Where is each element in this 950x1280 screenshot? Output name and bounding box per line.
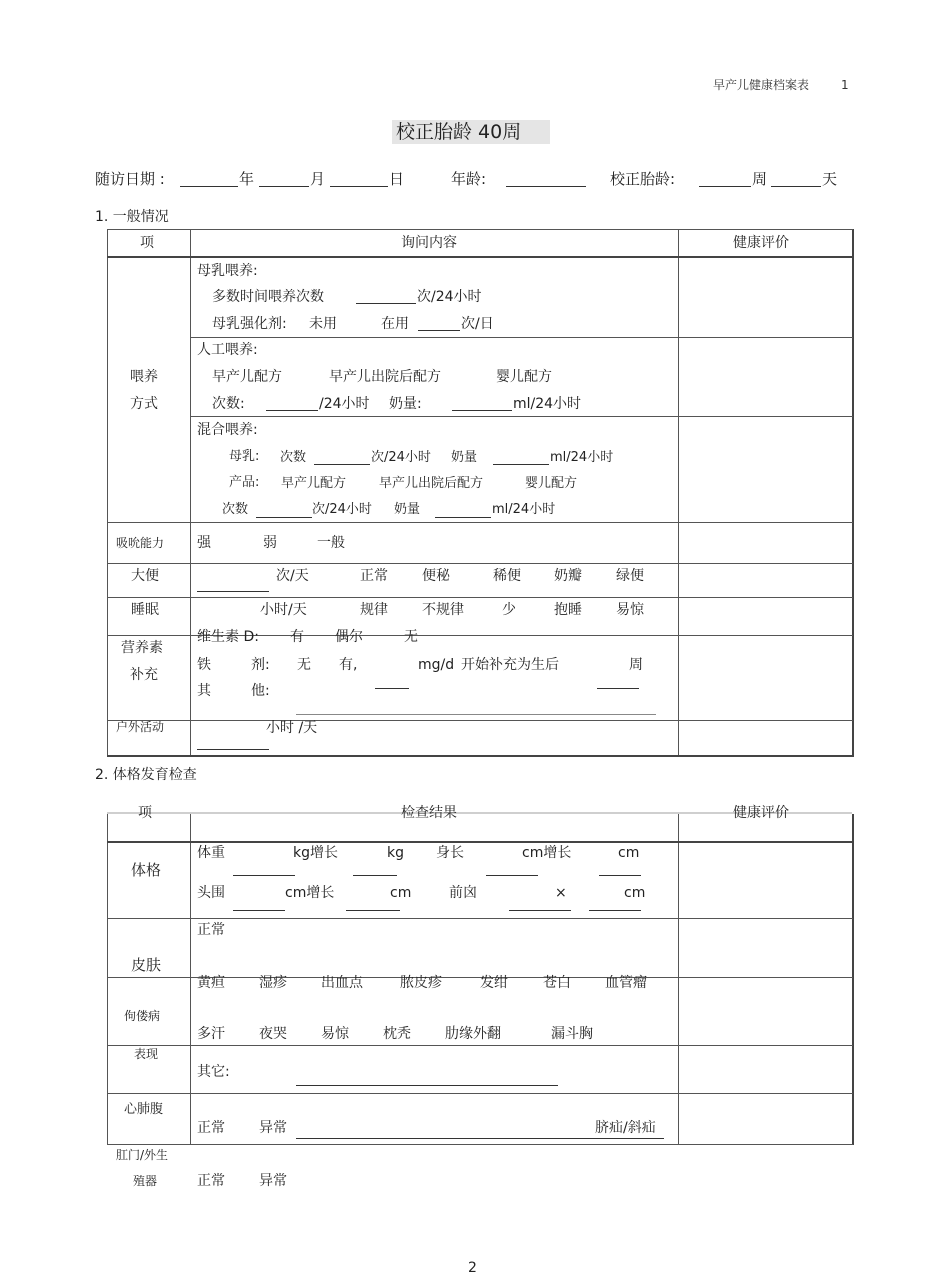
skin-item: 血管瘤: [605, 975, 647, 991]
fontanel-label: 前囟: [449, 885, 477, 901]
fontanel-cm: cm: [624, 885, 646, 901]
fontanel-b-blank[interactable]: [589, 910, 641, 911]
breast-line2-c: 在用: [381, 316, 409, 332]
length-blank[interactable]: [486, 875, 538, 876]
outdoor-label: 户外活动: [116, 720, 165, 734]
anal-abnormal: 异常: [259, 1173, 287, 1189]
stool-opt5: 绿便: [616, 568, 644, 584]
breast-line2-a: 母乳强化剂:: [212, 316, 287, 332]
mixed-title: 混合喂养:: [197, 422, 258, 438]
mixed-opt3: 婴儿配方: [525, 476, 578, 491]
age-blank[interactable]: [506, 186, 586, 187]
section2-heading: 2. 体格发育检查: [95, 767, 197, 783]
rickets-item: 枕秃: [383, 1026, 411, 1042]
day-blank[interactable]: [330, 186, 388, 187]
head-label: 头围: [197, 885, 225, 901]
sleep-opt5: 易惊: [616, 602, 644, 618]
skin-item: 脓皮疹: [400, 975, 442, 991]
dayunit-label: 天: [822, 170, 838, 188]
month-label: 月: [310, 170, 326, 188]
nutrient-label-2: 补充: [130, 667, 158, 683]
head-blank[interactable]: [233, 910, 285, 911]
rickets-item: 多汗: [197, 1026, 225, 1042]
skin-label: 皮肤: [131, 956, 162, 974]
ca-week-blank[interactable]: [699, 186, 751, 187]
formula-amount-blank[interactable]: [452, 410, 512, 411]
weight-gain: kg增长: [293, 845, 338, 861]
fe-unit: mg/d: [418, 657, 455, 673]
mixed-cnt-unit: 次/24小时: [312, 502, 372, 517]
mixed-amt-unit: ml/24小时: [492, 502, 556, 517]
t1-col-item: 项: [140, 235, 154, 251]
breast-count-blank[interactable]: [356, 303, 416, 304]
mixed-bm-amount-blank[interactable]: [493, 464, 549, 465]
mixed-bm-amount-unit: ml/24小时: [550, 450, 614, 465]
fe-label-a: 铁: [197, 657, 211, 673]
length-label: 身长: [436, 845, 464, 861]
stool-unit: 次/天: [276, 568, 309, 584]
length-gain: cm增长: [522, 845, 572, 861]
year-blank[interactable]: [180, 186, 238, 187]
fortifier-blank[interactable]: [418, 330, 460, 331]
formula-count-blank[interactable]: [266, 410, 318, 411]
weight-label: 体重: [197, 845, 225, 861]
rickets-item: 夜哭: [259, 1026, 287, 1042]
anal-normal: 正常: [197, 1173, 225, 1189]
body-label: 体格: [131, 861, 162, 879]
fe-week-blank[interactable]: [597, 688, 639, 689]
cardio-abnormal-blank[interactable]: [296, 1138, 664, 1139]
mixed-amt-blank[interactable]: [435, 517, 491, 518]
breast-title: 母乳喂养:: [197, 263, 258, 279]
age-label: 年龄:: [451, 170, 487, 188]
skin-item: 出血点: [321, 975, 363, 991]
skin-normal: 正常: [197, 922, 225, 938]
mixed-bm-amount: 奶量: [451, 450, 478, 465]
mixed-bm-unit: 次/24小时: [371, 450, 431, 465]
cardio-label: 心肺腹: [124, 1102, 164, 1117]
sleep-opt4: 抱睡: [554, 602, 582, 618]
ca-day-blank[interactable]: [771, 186, 821, 187]
head-gain: cm增长: [285, 885, 335, 901]
length-cm: cm: [618, 845, 640, 861]
rickets-item: 漏斗胸: [551, 1026, 593, 1042]
suck-opt3: 一般: [317, 535, 345, 551]
day-label: 日: [389, 170, 405, 188]
feeding-label-1: 喂养: [130, 369, 158, 385]
fe-label-b: 剂:: [251, 657, 270, 673]
fe-opt1: 无: [297, 657, 311, 673]
fontanel-times: ×: [555, 885, 567, 901]
outdoor-blank[interactable]: [197, 749, 269, 750]
skin-item: 黄疸: [197, 975, 225, 991]
sleep-unit: 小时/天: [260, 602, 307, 618]
rickets-other: 其它:: [197, 1064, 230, 1080]
stool-opt1: 正常: [360, 568, 388, 584]
document-number: 1: [841, 78, 849, 92]
mixed-bm-label: 母乳:: [229, 449, 260, 464]
stool-label: 大便: [131, 568, 159, 584]
breast-line1-b: 次/24小时: [417, 289, 482, 305]
year-label: 年: [239, 170, 255, 188]
formula-opt1: 早产儿配方: [212, 369, 282, 385]
t2-col-result: 检查结果: [401, 805, 457, 821]
mixed-bm-count-blank[interactable]: [314, 464, 370, 465]
formula-title: 人工喂养:: [197, 342, 258, 358]
sleep-opt3: 少: [502, 602, 516, 618]
sleep-label: 睡眠: [131, 602, 159, 618]
fontanel-a-blank[interactable]: [509, 910, 571, 911]
breast-line2-d: 次/日: [461, 316, 494, 332]
stool-opt4: 奶瓣: [554, 568, 582, 584]
formula-opt3: 婴儿配方: [496, 369, 552, 385]
fe-start: 开始补充为生后: [461, 657, 559, 673]
page-number: 2: [468, 1260, 477, 1276]
fe-dose-blank[interactable]: [375, 688, 409, 689]
breast-line2-b: 未用: [309, 316, 337, 332]
sleep-opt1: 规律: [360, 602, 388, 618]
skin-item: 苍白: [543, 975, 571, 991]
skin-item: 发绀: [480, 975, 508, 991]
feeding-label-2: 方式: [130, 396, 158, 412]
document-name: 早产儿健康档案表: [713, 78, 810, 92]
other-label-a: 其: [197, 683, 211, 699]
t2-col-eval: 健康评价: [733, 805, 789, 821]
cardio-abnormal: 异常: [259, 1120, 287, 1136]
other-label-b: 他:: [251, 683, 270, 699]
formula-amount-label: 奶量:: [389, 396, 422, 412]
vd-opt1: 有: [290, 629, 304, 645]
mixed-bm-count: 次数: [280, 450, 307, 465]
weight-gain-blank[interactable]: [353, 875, 397, 876]
outdoor-unit: 小时 /天: [266, 720, 318, 736]
formula-opt2: 早产儿出院后配方: [329, 369, 441, 385]
formula-count-label: 次数:: [212, 396, 245, 412]
head-cm: cm: [390, 885, 412, 901]
visit-date-label: 随访日期 :: [95, 170, 165, 188]
mixed-cnt-blank[interactable]: [256, 517, 312, 518]
mixed-amt-label: 奶量: [394, 502, 421, 517]
formula-count-unit: /24小时: [319, 396, 370, 412]
nutrient-label-1: 营养素: [121, 640, 163, 656]
mixed-cnt-label: 次数: [222, 502, 249, 517]
vd-opt2: 偶尔: [335, 629, 363, 645]
weight-blank[interactable]: [233, 875, 295, 876]
anal-label-1: 肛门/外生: [116, 1148, 169, 1162]
formula-amount-unit: ml/24小时: [513, 396, 582, 412]
rickets-label-2: 表现: [134, 1047, 159, 1061]
mixed-prod-label: 产品:: [229, 475, 260, 490]
stool-opt2: 便秘: [422, 568, 450, 584]
month-blank[interactable]: [259, 186, 309, 187]
page-title: 校正胎龄 40周: [396, 121, 522, 143]
suck-opt2: 弱: [263, 535, 277, 551]
other-blank[interactable]: [296, 714, 656, 715]
suck-label: 吸吮能力: [116, 536, 165, 550]
fe-week: 周: [629, 657, 643, 673]
t1-col-eval: 健康评价: [733, 235, 789, 251]
t2-col-item: 项: [138, 805, 152, 821]
length-gain-blank[interactable]: [599, 875, 641, 876]
weight-kg: kg: [387, 845, 404, 861]
vd-label: 维生素 D:: [197, 629, 259, 645]
t1-col-content: 询问内容: [401, 235, 457, 251]
ca-label: 校正胎龄:: [610, 170, 676, 188]
stool-count-blank[interactable]: [197, 591, 269, 592]
rickets-label-1: 佝偻病: [124, 1009, 161, 1023]
cardio-normal: 正常: [197, 1120, 225, 1136]
rickets-other-blank[interactable]: [296, 1085, 558, 1086]
vd-opt3: 无: [404, 629, 418, 645]
anal-label-2: 殖器: [133, 1174, 158, 1188]
breast-line1-a: 多数时间喂养次数: [212, 289, 324, 305]
mixed-opt2: 早产儿出院后配方: [379, 476, 484, 491]
sleep-opt2: 不规律: [422, 602, 464, 618]
suck-opt1: 强: [197, 535, 211, 551]
hernia-label: 脐疝/斜疝: [595, 1120, 656, 1136]
skin-item: 湿疹: [259, 975, 287, 991]
stool-opt3: 稀便: [493, 568, 521, 584]
rickets-item: 肋缘外翻: [445, 1026, 501, 1042]
rickets-item: 易惊: [321, 1026, 349, 1042]
section1-heading: 1. 一般情况: [95, 209, 169, 225]
week-label: 周: [752, 170, 768, 188]
head-gain-blank[interactable]: [346, 910, 400, 911]
fe-opt2: 有,: [339, 657, 358, 673]
mixed-opt1: 早产儿配方: [281, 476, 347, 491]
